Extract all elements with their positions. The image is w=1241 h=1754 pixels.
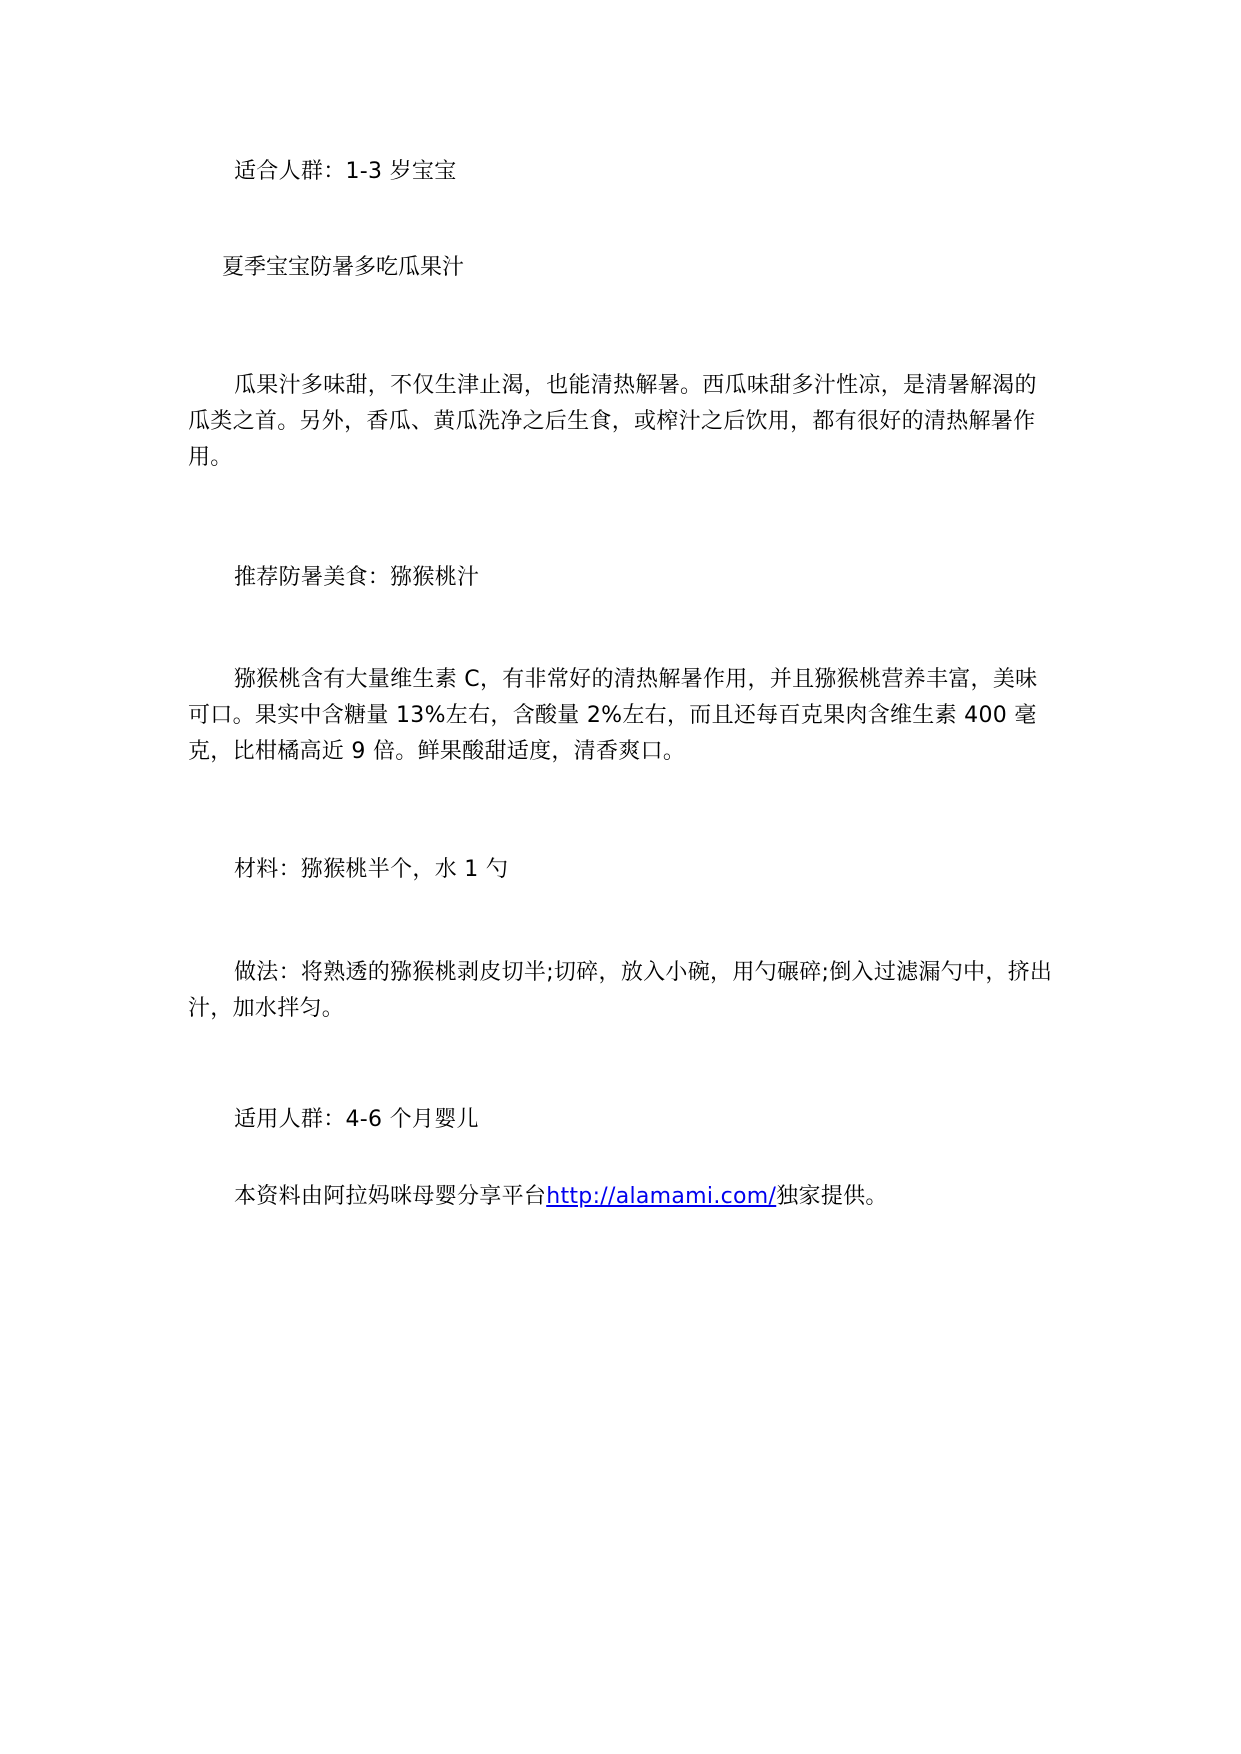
suitable-group-line-2: 适用人群：4-6 个月婴儿 (234, 1107, 479, 1132)
intro-paragraph: 瓜果汁多味甜，不仅生津止渴，也能清热解暑。西瓜味甜多汁性凉，是清暑解渴的瓜类之首。另外，香瓜、黄瓜洗净之后生食，或榨汁之后饮用，都有很好的清热解暑作用。 (188, 373, 1037, 470)
section-heading: 夏季宝宝防暑多吃瓜果汁 (222, 255, 465, 280)
recommended-food-line: 推荐防暑美食：猕猴桃汁 (234, 565, 480, 590)
method-paragraph: 做法：将熟透的猕猴桃剥皮切半;切碎，放入小碗，用勺碾碎;倒入过滤漏勺中，挤出汁，加水拌匀。 (188, 960, 1053, 1021)
source-suffix-text: 独家提供。 (776, 1184, 888, 1209)
ingredients-line: 材料：猕猴桃半个，水 1 勺 (234, 857, 509, 882)
source-line (188, 1179, 1058, 1215)
kiwi-paragraph: 猕猴桃含有大量维生素 C，有非常好的清热解暑作用，并且猕猴桃营养丰富，美味可口。果实中含糖量 13%左右，含酸量 2%左右，而且还每百克果肉含维生素 400 毫克，比柑橘高近 9 倍。鲜果酸甜适度，清香爽口。 (188, 667, 1038, 764)
source-link[interactable]: http://alamami.com/ (546, 1184, 777, 1209)
source-prefix-text: 本资料由阿拉妈咪母婴分享平台 (234, 1184, 547, 1209)
suitable-group-line-1: 适合人群：1-3 岁宝宝 (234, 159, 457, 184)
